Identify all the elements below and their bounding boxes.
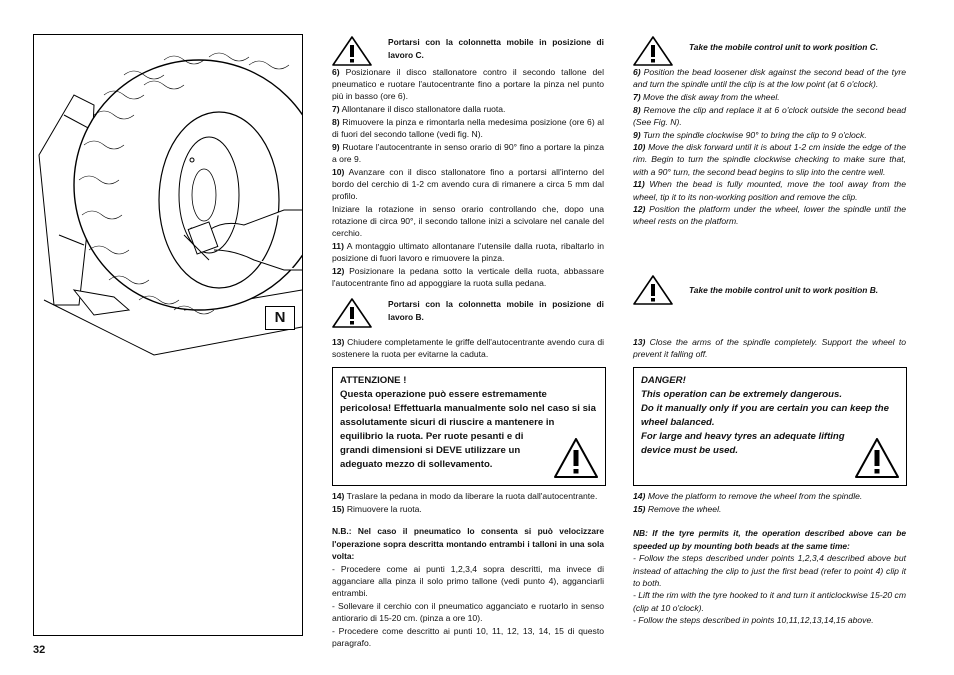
nb-item-it-1: - Procedere come ai punti 1,2,3,4 sopra descritti, ma invece di agganciare alla pinza il solo primo tallone (vedi punto 4), agganciarli entrambi. [332, 563, 604, 598]
english-steps-2 [633, 336, 906, 361]
warning-text: Take the mobile control unit to work position C. [689, 42, 879, 52]
step-en-7: 7) Move the disk away from the wheel. [633, 91, 780, 102]
nb-item-en-2: - Lift the rim with the tyre hooked to it and turn it anticlockwise 15-20 cm (clip at 10 o'clock). [633, 590, 906, 613]
nb-item-it-2: - Sollevare il cerchio con il pneumatico agganciato e ruotarlo in senso antiorario di 15-20 cm. (pinza a ore 10). [332, 600, 604, 623]
warning-text: Take the mobile control unit to work position B. [689, 285, 879, 295]
warning-header-en-1 [633, 36, 906, 66]
english-steps-1 [633, 66, 906, 228]
figure-label: N [265, 306, 295, 330]
step-it-11: 11) A montaggio ultimato allontanare l'utensile dalla ruota, ribaltarlo in posizione di fuori lavoro e rimuovere la pinza. [332, 240, 604, 264]
step-it-14: 14) Traslare la pedana in modo da liberare la ruota dall'autocentrante. [332, 491, 598, 501]
nb-item-en-3: - Follow the steps described in points 10,11,12,13,14,15 above. [633, 615, 874, 626]
page-number: 32 [33, 644, 46, 656]
figure-n-illustration [33, 34, 303, 636]
step-it-10b: Iniziare la rotazione in senso orario controllando che, dopo una rotazione di circa 90°, il secondo tallone inizi a scivolare nel canale del cerchio. [332, 203, 604, 239]
italian-column [332, 36, 604, 66]
english-column [633, 36, 906, 66]
step-en-12: 12) Position the platform under the wheel, lower the spindle until the wheel rests on the platform. [633, 204, 906, 227]
italian-steps-2 [332, 336, 604, 361]
danger-box: DANGER! This operation can be extremely dangerous. Do it manually only if you are certain you can keep the wheel balanced. For large and heavy tyres an adequate lifting device must be used. [633, 367, 907, 486]
step-it-7: 7) Allontanare il disco stallonatore dalla ruota. [332, 104, 506, 115]
english-steps-3 [633, 490, 906, 627]
italian-warning-2 [332, 298, 604, 328]
warning-triangle-icon [332, 36, 372, 66]
step-en-11: 11) When the bead is fully mounted, move the tool away from the wheel, tip it to its non-working position and remove the clip. [633, 179, 906, 202]
step-it-6: 6) Posizionare il disco stallonatore contro il secondo tallone del pneumatico e ruotare l'autocentrante fino a portare la pinza nel punto più in basso (ore 6). [332, 67, 604, 102]
warning-text: Portarsi con la colonnetta mobile in posizione di lavoro C. [388, 37, 604, 60]
tyre-changer-drawing [34, 35, 302, 635]
step-it-13: 13) Chiudere completamente le griffe dell'autocentrante avendo cura di sostenere la ruota per evitarne la caduta. [332, 337, 605, 360]
italian-steps-1 [332, 66, 604, 290]
nb-title-it: N.B.: Nel caso il pneumatico lo consenta si può velocizzare l'operazione sopra descritta montando entrambi i talloni in una sola volta: [332, 526, 604, 561]
step-it-15: 15) Rimuovere la ruota. [332, 503, 422, 514]
italian-steps-3 [332, 490, 604, 649]
step-en-14: 14) Move the platform to remove the wheel from the spindle. [633, 491, 863, 501]
nb-title-en: NB: If the tyre permits it, the operation described above can be speeded up by mounting both beads at the same time: [633, 528, 906, 551]
step-en-10: 10) Move the disk forward until it is about 1-2 cm inside the edge of the rim. Begin to turn the spindle clockwise checking to make sure that, with a 90° turn, the second bead begins to slip into the centre well. [633, 142, 907, 177]
step-it-9: 9) Ruotare l'autocentrante in senso orario di 90° fino a portare la pinza a ore 9. [332, 141, 604, 164]
warning-triangle-icon [633, 36, 673, 66]
warning-header-it-1 [332, 36, 604, 66]
attention-box: ATTENZIONE ! Questa operazione può essere estremamente pericolosa! Effettuarla manualmente solo nel caso si sia assolutamente sicuri di riuscire a mantenere in equilibrio la ruota. Per ruote pesanti e di grandi dimensioni si DEVE utilizzare un adeguato mezzo di sollevamento. [332, 367, 606, 486]
warning-triangle-icon [855, 438, 899, 478]
step-en-9: 9) Turn the spindle clockwise 90° to bring the clip to 9 o'clock. [633, 129, 867, 140]
warning-triangle-icon [332, 298, 372, 328]
warning-triangle-icon [633, 275, 673, 305]
step-it-12: 12) Posizionare la pedana sotto la verticale della ruota, abbassare l'autocentrante fino ad appoggiare la ruota sulla pedana. [332, 265, 604, 288]
warning-triangle-icon [554, 438, 598, 478]
nb-item-it-3: - Procedere come descritto ai punti 10, 11, 12, 13, 14, 15 di questo paragrafo. [332, 625, 604, 648]
warning-text: Portarsi con la colonnetta mobile in posizione di lavoro B. [388, 299, 604, 322]
step-en-6: 6) Position the bead loosener disk against the second bead of the tyre and turn the spindle until the clip is at the low point (at 6 o'clock). [633, 67, 907, 90]
step-it-8: 8) Rimuovere la pinza e rimontarla nella medesima posizione (ore 6) al di fuori del secondo tallone (vedi fig. N). [332, 116, 604, 140]
step-it-10: 10) Avanzare con il disco stallonatore fino a portarsi all'interno del bordo del cerchio di 1-2 cm avendo cura di rimanere a circa 5 mm dal profilo. [332, 166, 604, 202]
step-en-8: 8) Remove the clip and replace it at 6 o'clock outside the second bead (See Fig. N). [633, 104, 907, 127]
english-warning-2 [633, 275, 906, 305]
nb-item-en-1: - Follow the steps described under points 1,2,3,4 described above but instead of attaching the clip to just the first bead (refer to point 4) clip it to both. [633, 553, 906, 588]
step-en-13: 13) Close the arms of the spindle completely. Support the wheel to prevent it falling off. [633, 337, 906, 360]
step-en-15: 15) Remove the wheel. [633, 503, 722, 514]
